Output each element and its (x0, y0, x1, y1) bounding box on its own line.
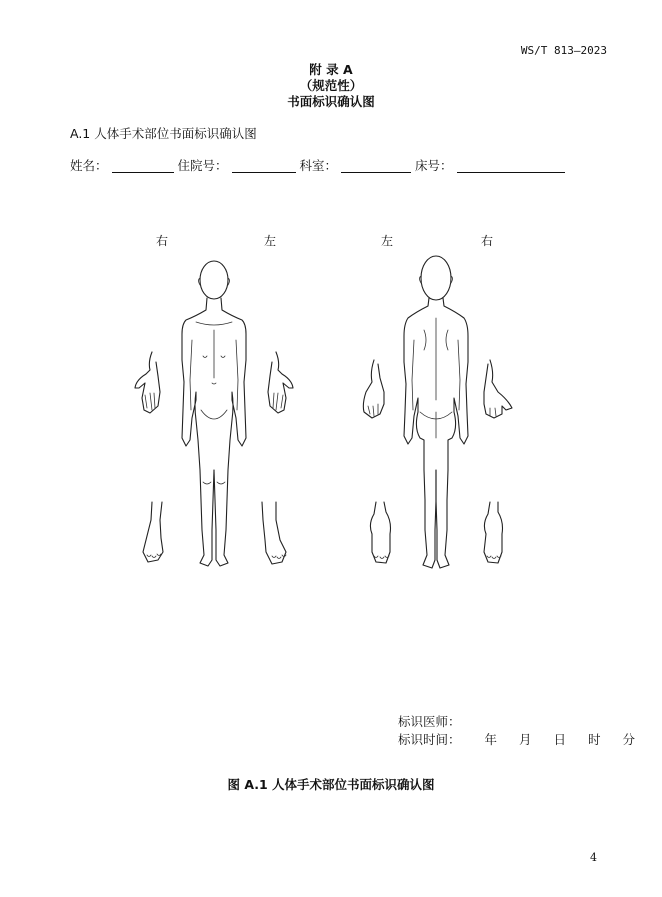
back-right-hand (484, 360, 512, 418)
back-right-foot (484, 502, 503, 563)
year-unit: 年 (484, 732, 498, 747)
front-view-left-label: 左 (264, 234, 277, 248)
appendix-title: 附 录 A (309, 62, 353, 77)
page-number: 4 (590, 851, 597, 864)
front-left-foot (262, 502, 286, 564)
back-view-left-label: 左 (381, 234, 394, 248)
front-right-foot (143, 502, 163, 562)
appendix-name: 书面标识确认图 (287, 94, 375, 109)
appendix-nature: （规范性） (299, 78, 363, 93)
admission-number-label: 住院号： (177, 158, 228, 173)
marking-doctor-field[interactable] (398, 712, 461, 730)
back-left-foot (370, 502, 390, 563)
back-body-figure (404, 256, 468, 568)
back-left-hand (363, 360, 384, 418)
department-label: 科室： (299, 158, 338, 173)
front-right-hand (135, 352, 160, 413)
bed-number-label: 床号： (415, 158, 453, 173)
section-heading: A.1 人体手术部位书面标识确认图 (70, 126, 257, 141)
marking-doctor-label: 标识医师： (398, 714, 461, 729)
month-unit: 月 (519, 732, 532, 747)
figure-caption: 图 A.1 人体手术部位书面标识确认图 (227, 777, 435, 792)
marking-time-label: 标识时间： (398, 732, 461, 747)
back-view-right-label: 右 (481, 234, 494, 248)
marking-time-field[interactable] (398, 730, 635, 748)
front-view-right-label: 右 (156, 234, 169, 248)
standard-code: WS/T 813—2023 (520, 44, 607, 57)
front-body-figure (182, 261, 246, 566)
minute-unit: 分 (622, 732, 636, 747)
day-unit: 日 (553, 732, 567, 747)
hour-unit: 时 (588, 732, 601, 747)
front-left-hand (268, 352, 293, 413)
name-label: 姓名： (70, 158, 108, 173)
